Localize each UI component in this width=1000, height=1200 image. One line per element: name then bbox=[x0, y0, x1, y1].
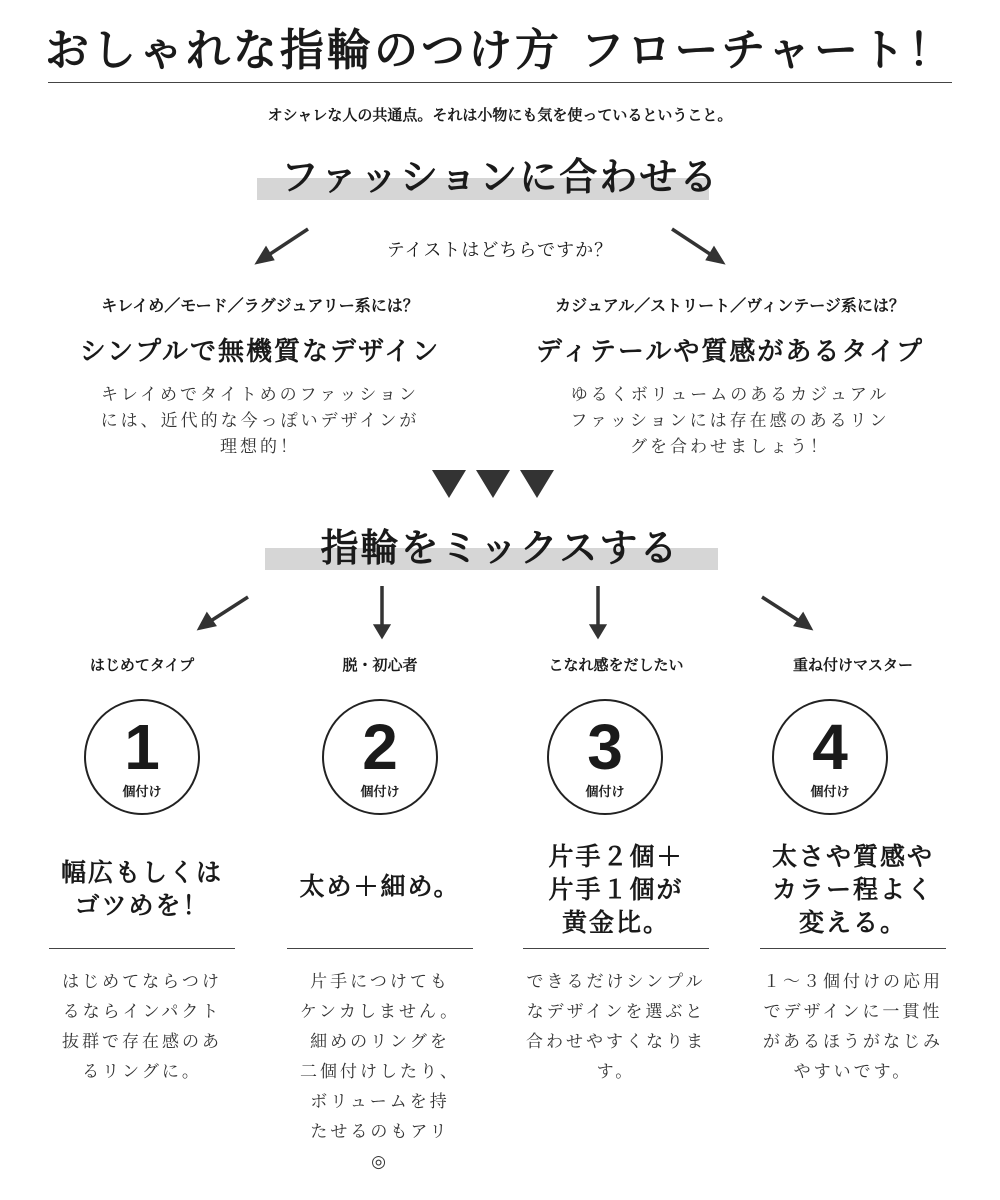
arrow-right-head-icon bbox=[708, 249, 722, 262]
pattern-column-4 bbox=[758, 654, 948, 1184]
title-line: 幅広もしくは bbox=[60, 858, 223, 887]
arrow-pattern4-head-icon bbox=[796, 615, 810, 628]
down-triangle-icon bbox=[520, 470, 554, 498]
description-line: 理想的！ bbox=[220, 437, 300, 457]
pattern-type-label: こなれ感をだしたい bbox=[548, 656, 684, 674]
step1-heading: ファッションに合わせる bbox=[280, 155, 720, 199]
pattern-type-label: はじめてタイプ bbox=[89, 656, 195, 674]
arrow-pattern3-head-icon bbox=[592, 626, 604, 636]
title-line: 変える。 bbox=[798, 908, 907, 937]
count-number: 4 bbox=[812, 711, 848, 783]
title-line: 太め＋細め。 bbox=[299, 872, 461, 901]
pattern-column-3 bbox=[521, 654, 711, 1184]
title-line: 黄金比。 bbox=[561, 908, 670, 937]
title-line: 太さや質感や bbox=[771, 842, 934, 871]
description-line: ◎ bbox=[371, 1152, 389, 1172]
description-line: やすいです。 bbox=[793, 1062, 913, 1082]
description-line: ゆるくボリュームのあるカジュアル bbox=[570, 385, 890, 405]
description-line: るリングに。 bbox=[82, 1062, 202, 1082]
pattern-description bbox=[748, 967, 958, 1087]
description-line: るならインパクト bbox=[62, 1002, 222, 1022]
count-number: 1 bbox=[124, 711, 160, 783]
pattern-column-1 bbox=[47, 654, 237, 1184]
description-line: グを合わせましょう！ bbox=[630, 437, 830, 457]
description-line: なデザインを選ぶと bbox=[526, 1002, 706, 1022]
column-divider bbox=[523, 948, 709, 949]
count-number: 2 bbox=[362, 711, 398, 783]
column-divider bbox=[760, 948, 946, 949]
title-line: ゴツめを！ bbox=[74, 891, 210, 920]
description-line: キレイめでタイトめのファッション bbox=[101, 385, 419, 405]
option-left-description bbox=[40, 382, 480, 460]
pattern-title bbox=[748, 840, 958, 939]
count-unit: 個付け bbox=[360, 785, 400, 800]
title-line: 片手２個＋ bbox=[548, 842, 684, 871]
option-right-label: カジュアル／ストリート／ヴィンテージ系には？ bbox=[555, 296, 905, 315]
pattern-title bbox=[511, 840, 721, 939]
pattern-description bbox=[42, 967, 242, 1087]
description-line: ボリュームを持 bbox=[310, 1092, 450, 1112]
count-badge bbox=[84, 699, 200, 815]
description-line: 細めのリングを bbox=[310, 1032, 450, 1052]
description-line: でデザインに一貫性 bbox=[763, 1002, 943, 1022]
count-unit: 個付け bbox=[122, 785, 162, 800]
option-left-headline: シンプルで無機質なデザイン bbox=[79, 337, 441, 367]
pattern-description bbox=[511, 967, 721, 1087]
option-left-label: キレイめ／モード／ラグジュアリー系には？ bbox=[101, 296, 419, 315]
description-line: 二個付けしたり、 bbox=[300, 1062, 460, 1082]
arrow-pattern1-head-icon bbox=[200, 615, 214, 628]
count-number: 3 bbox=[587, 711, 623, 783]
description-line: 抜群で存在感のあ bbox=[62, 1032, 222, 1052]
count-unit: 個付け bbox=[810, 785, 850, 800]
description-line: たせるのもアリ bbox=[310, 1122, 450, 1142]
description-line: 片手につけても bbox=[310, 972, 450, 992]
description-line: す。 bbox=[596, 1062, 636, 1082]
pattern-type-label: 重ね付けマスター bbox=[792, 656, 913, 674]
title-line: カラー程よく bbox=[771, 875, 934, 904]
down-triangle-icon bbox=[432, 470, 466, 498]
column-divider bbox=[287, 948, 473, 949]
down-triangle-icon bbox=[476, 470, 510, 498]
page-subtitle: オシャレな人の共通点。それは小物にも気を使っているということ。 bbox=[267, 106, 733, 124]
description-line: があるほうがなじみ bbox=[763, 1032, 943, 1052]
count-badge bbox=[322, 699, 438, 815]
description-line: ケンカしません。 bbox=[299, 1002, 461, 1022]
description-line: 合わせやすくなりま bbox=[526, 1032, 706, 1052]
title-line: 片手１個が bbox=[548, 875, 684, 904]
page-title: おしゃれな指輪のつけ方 フローチャート！ bbox=[45, 25, 955, 76]
description-line: できるだけシンプル bbox=[526, 972, 706, 992]
count-badge bbox=[772, 699, 888, 815]
pattern-type-label: 脱・初心者 bbox=[342, 656, 418, 674]
pattern-title bbox=[37, 856, 247, 922]
column-divider bbox=[49, 948, 235, 949]
count-unit: 個付け bbox=[585, 785, 625, 800]
option-right-headline: ディテールや質感があるタイプ bbox=[535, 337, 925, 367]
arrow-pattern2-head-icon bbox=[376, 626, 388, 636]
arrow-left-head-icon bbox=[258, 249, 272, 262]
taste-question: テイストはどちらですか？ bbox=[386, 240, 614, 261]
pattern-title bbox=[275, 870, 485, 903]
description-line: はじめてならつけ bbox=[62, 972, 222, 992]
pattern-description bbox=[280, 967, 480, 1177]
description-line: には、近代的な今っぽいデザインが bbox=[100, 411, 420, 431]
description-line: １～３個付けの応用 bbox=[763, 972, 943, 992]
step2-heading: 指輪をミックスする bbox=[320, 526, 680, 570]
description-line: ファッションには存在感のあるリン bbox=[570, 411, 890, 431]
pattern-column-2 bbox=[285, 654, 475, 1184]
count-badge bbox=[547, 699, 663, 815]
option-right-description bbox=[510, 382, 950, 460]
